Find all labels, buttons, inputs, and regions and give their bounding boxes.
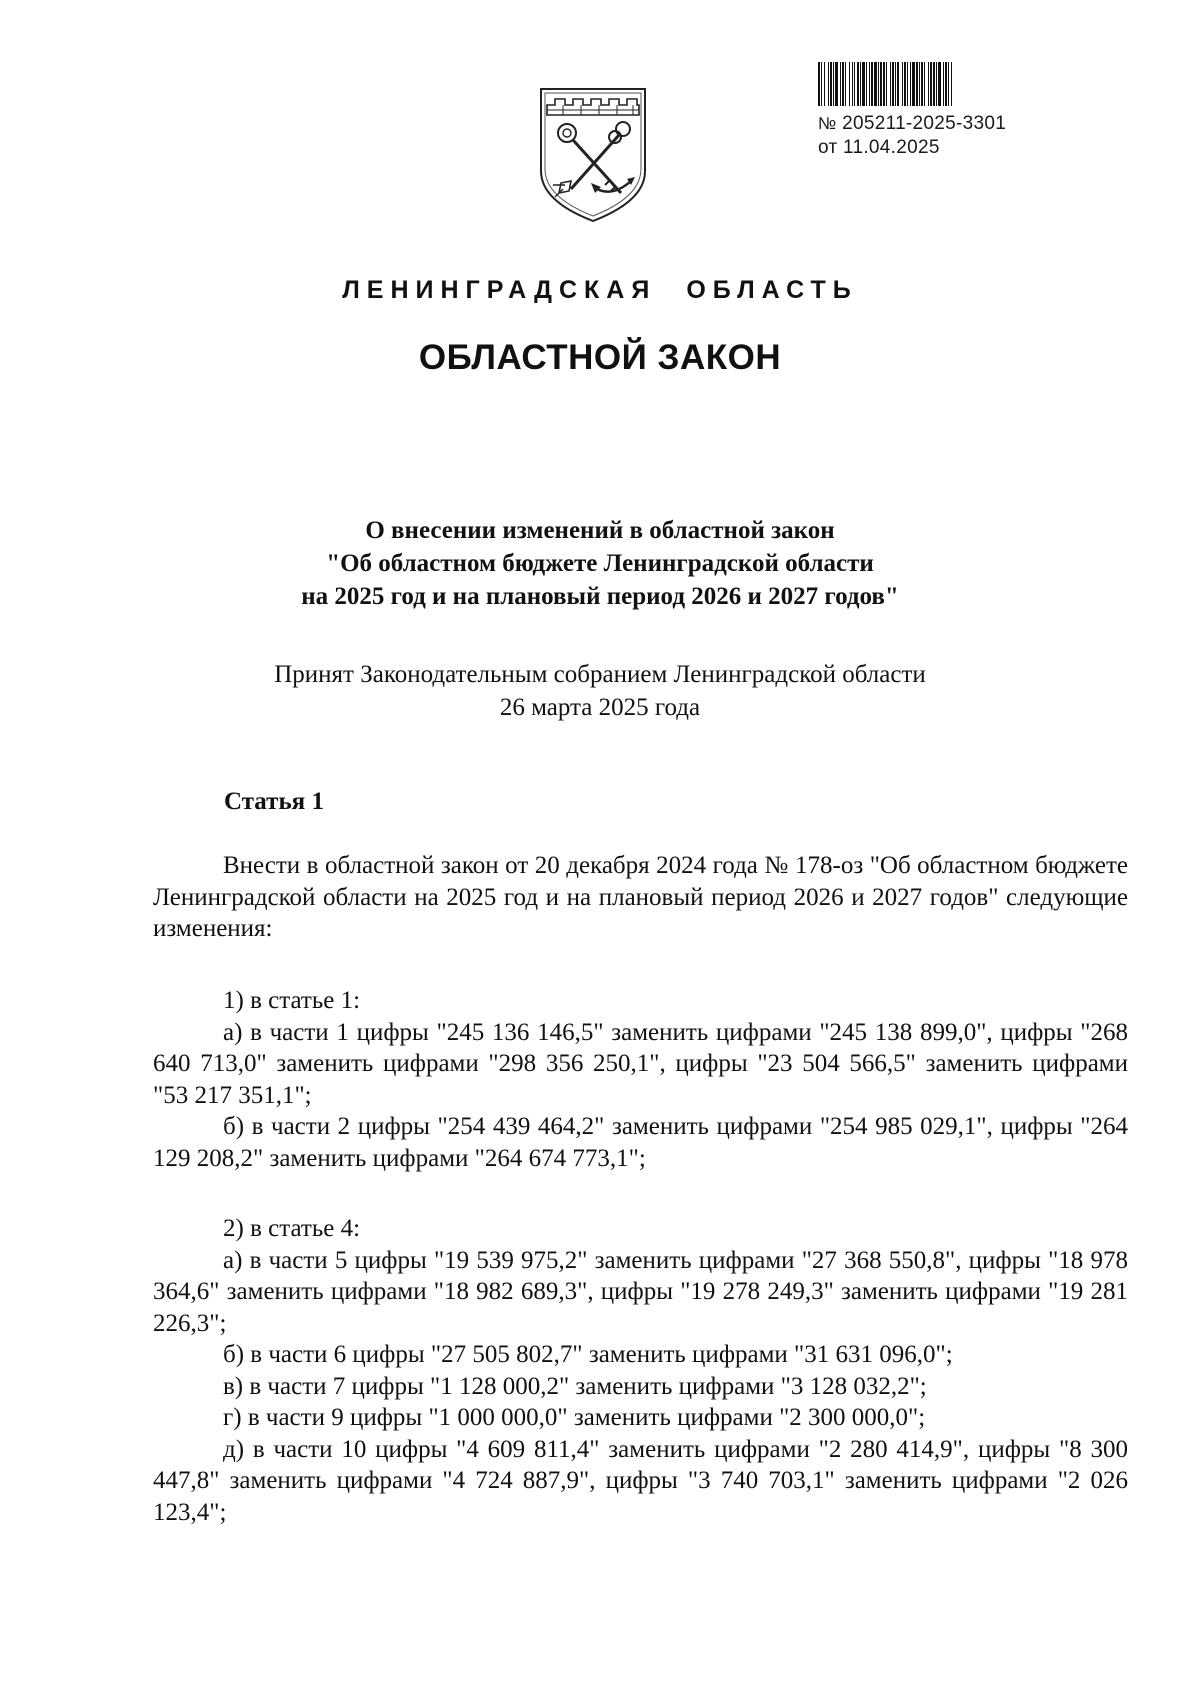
article-intro <box>153 850 1128 945</box>
list-item: а) в части 1 цифры "245 136 146,5" заменить цифрами "245 138 899,0", цифры "268 640 713,0" заменить цифрами "298 356 250,1", цифры "23 504 566,5" заменить цифрами "53 217 351,1"; <box>153 1018 1128 1109</box>
law-title-line: на 2025 год и на плановый период 2026 и 2027 годов" <box>301 583 899 610</box>
region-word-1: ЛЕНИНГРАДСКАЯ <box>342 276 657 304</box>
registration-number-prefix: № <box>818 114 837 133</box>
list-item: г) в части 9 цифры "1 000 000,0" заменить цифрами "2 300 000,0"; <box>223 1404 926 1431</box>
law-title <box>0 514 1200 613</box>
list-item: б) в части 6 цифры "27 505 802,7" заменить цифрами "31 631 096,0"; <box>223 1341 953 1368</box>
section-heading: 2) в статье 4: <box>223 1215 361 1242</box>
article-heading: Статья 1 <box>224 788 324 815</box>
law-title-line: О внесении изменений в областной закон <box>365 517 835 544</box>
registration-number-value: 205211-2025-3301 <box>842 113 1007 134</box>
list-item: а) в части 5 цифры "19 539 975,2" заменить цифрами "27 368 550,8", цифры "18 978 364,6" заменить цифрами "18 982 689,3", цифры "19 278 249,3" заменить цифрами "19 281 226,3"; <box>153 1246 1128 1337</box>
list-item: д) в части 10 цифры "4 609 811,4" заменить цифрами "2 280 414,9", цифры "8 300 447,8" заменить цифрами "4 724 887,9", цифры "3 740 703,1" заменить цифрами "2 026 123,4"; <box>153 1435 1128 1526</box>
barcode-icon <box>818 62 1072 106</box>
region-word-2: ОБЛАСТЬ <box>686 276 858 304</box>
adoption-note <box>0 658 1200 724</box>
list-item: б) в части 2 цифры "254 439 464,2" заменить цифрами "254 985 029,1", цифры "264 129 208,2" заменить цифрами "264 674 773,1"; <box>153 1113 1128 1172</box>
section-2 <box>153 1213 1128 1528</box>
registration-date: от 11.04.2025 <box>818 137 940 158</box>
adoption-note-line: Принят Законодательным собранием Ленинградской области <box>274 661 926 688</box>
law-title-line: "Об областном бюджете Ленинградской области <box>326 550 874 577</box>
registration-number <box>818 112 1080 136</box>
adoption-date: 26 марта 2025 года <box>499 694 701 721</box>
region-heading <box>0 276 1200 305</box>
registration-block <box>818 62 1080 160</box>
intro-paragraph: Внести в областной закон от 20 декабря 2024 года № 178-оз "Об областном бюджете Ленинградской области на 2025 год и на плановый период 2026 и 2027 годов" следующие изменения: <box>153 852 1128 942</box>
list-item: в) в части 7 цифры "1 128 000,2" заменить цифрами "3 128 032,2"; <box>223 1372 927 1400</box>
coat-of-arms-icon <box>535 85 651 225</box>
law-kind-heading: ОБЛАСТНОЙ ЗАКОН <box>418 338 782 377</box>
section-heading: 1) в статье 1: <box>223 987 361 1014</box>
section-1 <box>153 985 1128 1174</box>
